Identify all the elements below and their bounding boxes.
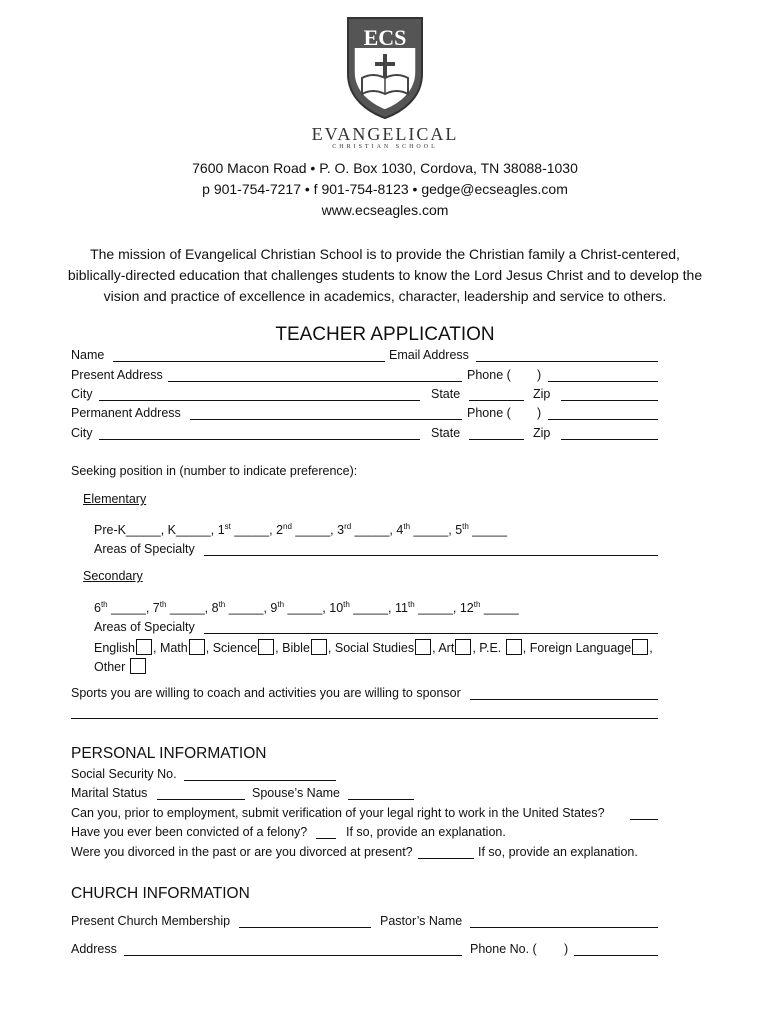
social-studies-checkbox[interactable] [415,639,431,655]
present-address-field[interactable] [168,381,462,382]
subject-other-label: Other [94,660,126,674]
grade-9: _____, 9 [225,601,278,616]
pe-checkbox[interactable] [506,639,522,655]
sec-specialty-field[interactable] [204,633,658,634]
church-info-heading: CHURCH INFORMATION [71,885,250,902]
grade-7: _____, 7 [107,601,160,616]
phone-label-2: Phone ( [467,406,511,420]
sup: nd [283,522,292,531]
phone-label: Phone ( [467,368,511,382]
pastor-name-field[interactable] [470,927,658,928]
permanent-address-label: Permanent Address [71,406,181,420]
church-phone-paren-close: ) [564,942,569,956]
elementary-grades[interactable] [94,522,507,537]
spouse-name-label: Spouse’s Name [252,786,341,800]
subject-science-label: , Science [205,641,258,655]
permanent-phone-field[interactable] [548,419,658,420]
legal-right-field[interactable] [630,819,658,820]
svg-text:ECS: ECS [363,25,407,50]
subject-social-studies-label: , Social Studies [327,641,415,655]
subject-bible-label: , Bible [275,641,310,655]
email-label: Email Address [389,348,469,362]
church-membership-field[interactable] [239,927,371,928]
felony-explain-label: If so, provide an explanation. [346,825,506,839]
mission-line-1: The mission of Evangelical Christian School is to provide the Christian family a Christ-centered, [90,246,680,262]
marital-status-label: Marital Status [71,786,148,800]
form-title: TEACHER APPLICATION [275,324,495,345]
elem-specialty-field[interactable] [204,555,658,556]
ssn-label: Social Security No. [71,767,177,781]
grade-5: _____, 5 [410,523,463,538]
subject-art-label: , Art [432,641,455,655]
sup: th [403,522,411,531]
mission-line-3: vision and practice of excellence in academics, character, leadership and service to others. [103,288,667,304]
contact-line: p 901-754-7217 • f 901-754-8123 • gedge@ecseagles.com [202,181,568,197]
subject-math-label: , Math [153,641,188,655]
church-address-label: Address [71,942,117,956]
state-label: State [431,387,461,401]
foreign-language-checkbox[interactable] [632,639,648,655]
other-row [94,658,147,674]
city-label: City [71,387,93,401]
pastor-name-label: Pastor’s Name [380,914,463,928]
legal-right-label: Can you, prior to employment, submit verification of your legal right to work in the United States? [71,806,605,820]
ssn-field[interactable] [184,780,336,781]
church-address-field[interactable] [124,955,462,956]
bible-checkbox[interactable] [311,639,327,655]
sup: th [462,522,469,531]
present-address-label: Present Address [71,368,163,382]
sup: th [343,600,350,609]
church-phone-label: Phone No. ( [470,942,537,956]
comma: , [649,641,653,655]
grade-end: _____ [480,601,519,616]
english-checkbox[interactable] [136,639,152,655]
grade-end: _____ [468,523,508,538]
sup: th [100,600,108,609]
church-phone-field[interactable] [574,955,658,956]
seeking-position-label: Seeking position in (number to indicate preference): [71,464,358,478]
name-field[interactable] [113,361,385,362]
zip-label-2: Zip [533,426,551,440]
art-checkbox[interactable] [455,639,471,655]
state-field-2[interactable] [469,439,524,440]
zip-field[interactable] [561,400,658,401]
subject-pe-label: , P.E. [472,641,505,655]
state-label-2: State [431,426,461,440]
grade-11: _____, 11 [349,601,408,616]
felony-label: Have you ever been convicted of a felony? [71,825,308,839]
personal-info-heading: PERSONAL INFORMATION [71,745,267,762]
grade-6: 6 [94,601,101,616]
science-checkbox[interactable] [258,639,274,655]
brand-subtitle: CHRISTIAN SCHOOL [332,144,438,150]
email-field[interactable] [476,361,658,362]
zip-field-2[interactable] [561,439,658,440]
subject-foreign-language-label: , Foreign Language [522,641,632,655]
brand-name: EVANGELICAL [311,124,459,144]
subject-english-label: English [94,641,135,655]
sup: st [224,522,231,531]
phone-paren-close: ) [537,368,542,382]
address-line: 7600 Macon Road • P. O. Box 1030, Cordova, TN 38088-1030 [192,160,578,176]
divorced-label: Were you divorced in the past or are you divorced at present? [71,845,413,859]
grade-8: _____, 8 [166,601,219,616]
felony-field[interactable] [316,838,336,839]
sports-field[interactable] [470,699,658,700]
permanent-address-field[interactable] [190,419,462,420]
divorced-explain-label: If so, provide an explanation. [478,845,638,859]
sup: th [159,600,167,609]
subjects-row [94,639,653,655]
sup: th [407,600,415,609]
grade-4: _____, 4 [351,523,404,538]
sup: rd [344,522,352,531]
grade-2: _____, 2 [230,523,284,538]
grade-prek-k-1: Pre-K_____, K_____, 1 [94,523,225,538]
present-phone-field[interactable] [548,381,658,382]
elementary-heading: Elementary [83,492,147,506]
sports-field-line-2[interactable] [71,718,658,719]
name-label: Name [71,348,105,362]
mission-line-2: biblically-directed education that challenges students to know the Lord Jesus Christ and to develop the [67,267,703,283]
sec-specialty-label: Areas of Specialty [94,620,195,634]
city-field[interactable] [99,400,420,401]
sup: th [277,600,285,609]
sup: th [473,600,481,609]
grade-10: _____, 10 [284,601,344,616]
church-membership-label: Present Church Membership [71,914,231,928]
state-field[interactable] [469,400,524,401]
marital-status-field[interactable] [157,799,245,800]
grade-12: _____, 12 [414,601,474,616]
grade-3: _____, 3 [291,523,345,538]
elem-specialty-label: Areas of Specialty [94,542,195,556]
phone-paren-close-2: ) [537,406,542,420]
zip-label: Zip [533,387,551,401]
other-checkbox[interactable] [130,658,146,674]
divorced-field[interactable] [418,858,474,859]
math-checkbox[interactable] [189,639,205,655]
city-label-2: City [71,426,93,440]
sports-label: Sports you are willing to coach and activities you are willing to sponsor [71,686,461,700]
website: www.ecseagles.com [321,202,449,218]
sup: th [218,600,226,609]
secondary-grades[interactable] [94,600,519,615]
city-field-2[interactable] [99,439,420,440]
secondary-heading: Secondary [83,569,143,583]
spouse-name-field[interactable] [348,799,414,800]
school-crest-logo [340,12,430,122]
